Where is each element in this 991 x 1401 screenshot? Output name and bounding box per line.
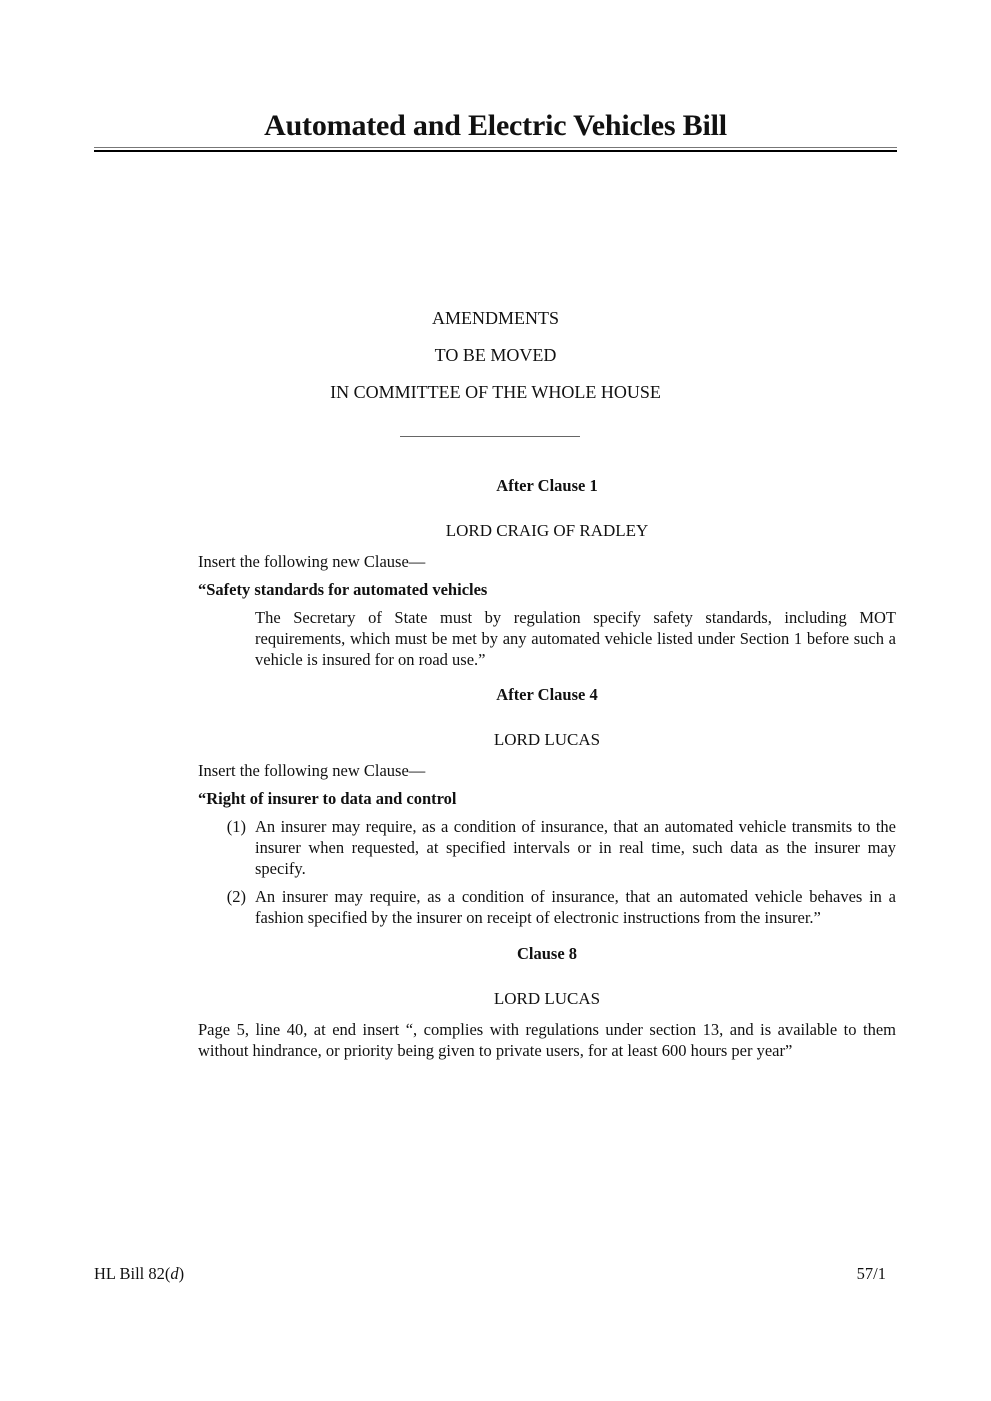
heading-line-3: IN COMMITTEE OF THE WHOLE HOUSE — [330, 382, 661, 402]
amendment-member: LORD LUCAS — [493, 989, 601, 1008]
amendments-list — [198, 474, 896, 1061]
heading-line-2: TO BE MOVED — [434, 345, 557, 365]
bill-ref-italic: d — [170, 1264, 179, 1283]
new-clause-title: “Right of insurer to data and control — [198, 789, 457, 808]
amendments-heading — [0, 304, 991, 415]
new-clause-title: “Safety standards for automated vehicles — [198, 580, 488, 599]
new-clause-body: The Secretary of State must by regulation specify safety standards, including MOT requirements, which must be met by any automated vehicle listed under Section 1 before such a vehicle is insured for on road use.” — [255, 608, 896, 669]
subsection-number: (2) — [226, 887, 246, 906]
title-rule-thick — [94, 150, 897, 152]
amendment-instruction: Insert the following new Clause— — [198, 552, 426, 571]
amendment-position: Clause 8 — [516, 944, 578, 963]
amendment-after-clause-1 — [198, 474, 896, 670]
subsection-number: (1) — [226, 817, 246, 836]
amendment-clause-8 — [198, 942, 896, 1061]
amendment-text: Page 5, line 40, at end insert “, complies with regulations under section 13, and is available to them without hindrance, or priority being given to private users, for at least 600 hours per year” — [198, 1020, 896, 1060]
subsection-1 — [198, 816, 896, 879]
amendment-member: LORD LUCAS — [493, 730, 601, 749]
amendment-instruction: Insert the following new Clause— — [198, 761, 426, 780]
subsection-text: An insurer may require, as a condition of insurance, that an automated vehicle transmits to the insurer when requested, at specified intervals or in real time, such data as the insurer may specify. — [255, 817, 896, 878]
bill-reference — [94, 1264, 184, 1284]
title-rule-thin — [94, 147, 897, 148]
subsection-text: An insurer may require, as a condition of insurance, that an automated vehicle behaves in a fashion specified by the insurer on receipt of electronic instructions from the insurer.” — [255, 887, 896, 927]
document-title: Automated and Electric Vehicles Bill — [264, 109, 727, 142]
amendment-after-clause-4 — [198, 683, 896, 928]
section-separator — [400, 436, 580, 437]
subsection-2 — [198, 886, 896, 928]
amendment-position: After Clause 4 — [496, 685, 598, 704]
bill-ref-prefix: HL Bill 82( — [94, 1264, 171, 1283]
heading-line-1: AMENDMENTS — [431, 308, 559, 328]
page-reference: 57/1 — [856, 1264, 886, 1283]
amendment-position: After Clause 1 — [496, 476, 598, 495]
amendment-member: LORD CRAIG OF RADLEY — [445, 521, 649, 540]
bill-ref-suffix: ) — [178, 1264, 185, 1283]
